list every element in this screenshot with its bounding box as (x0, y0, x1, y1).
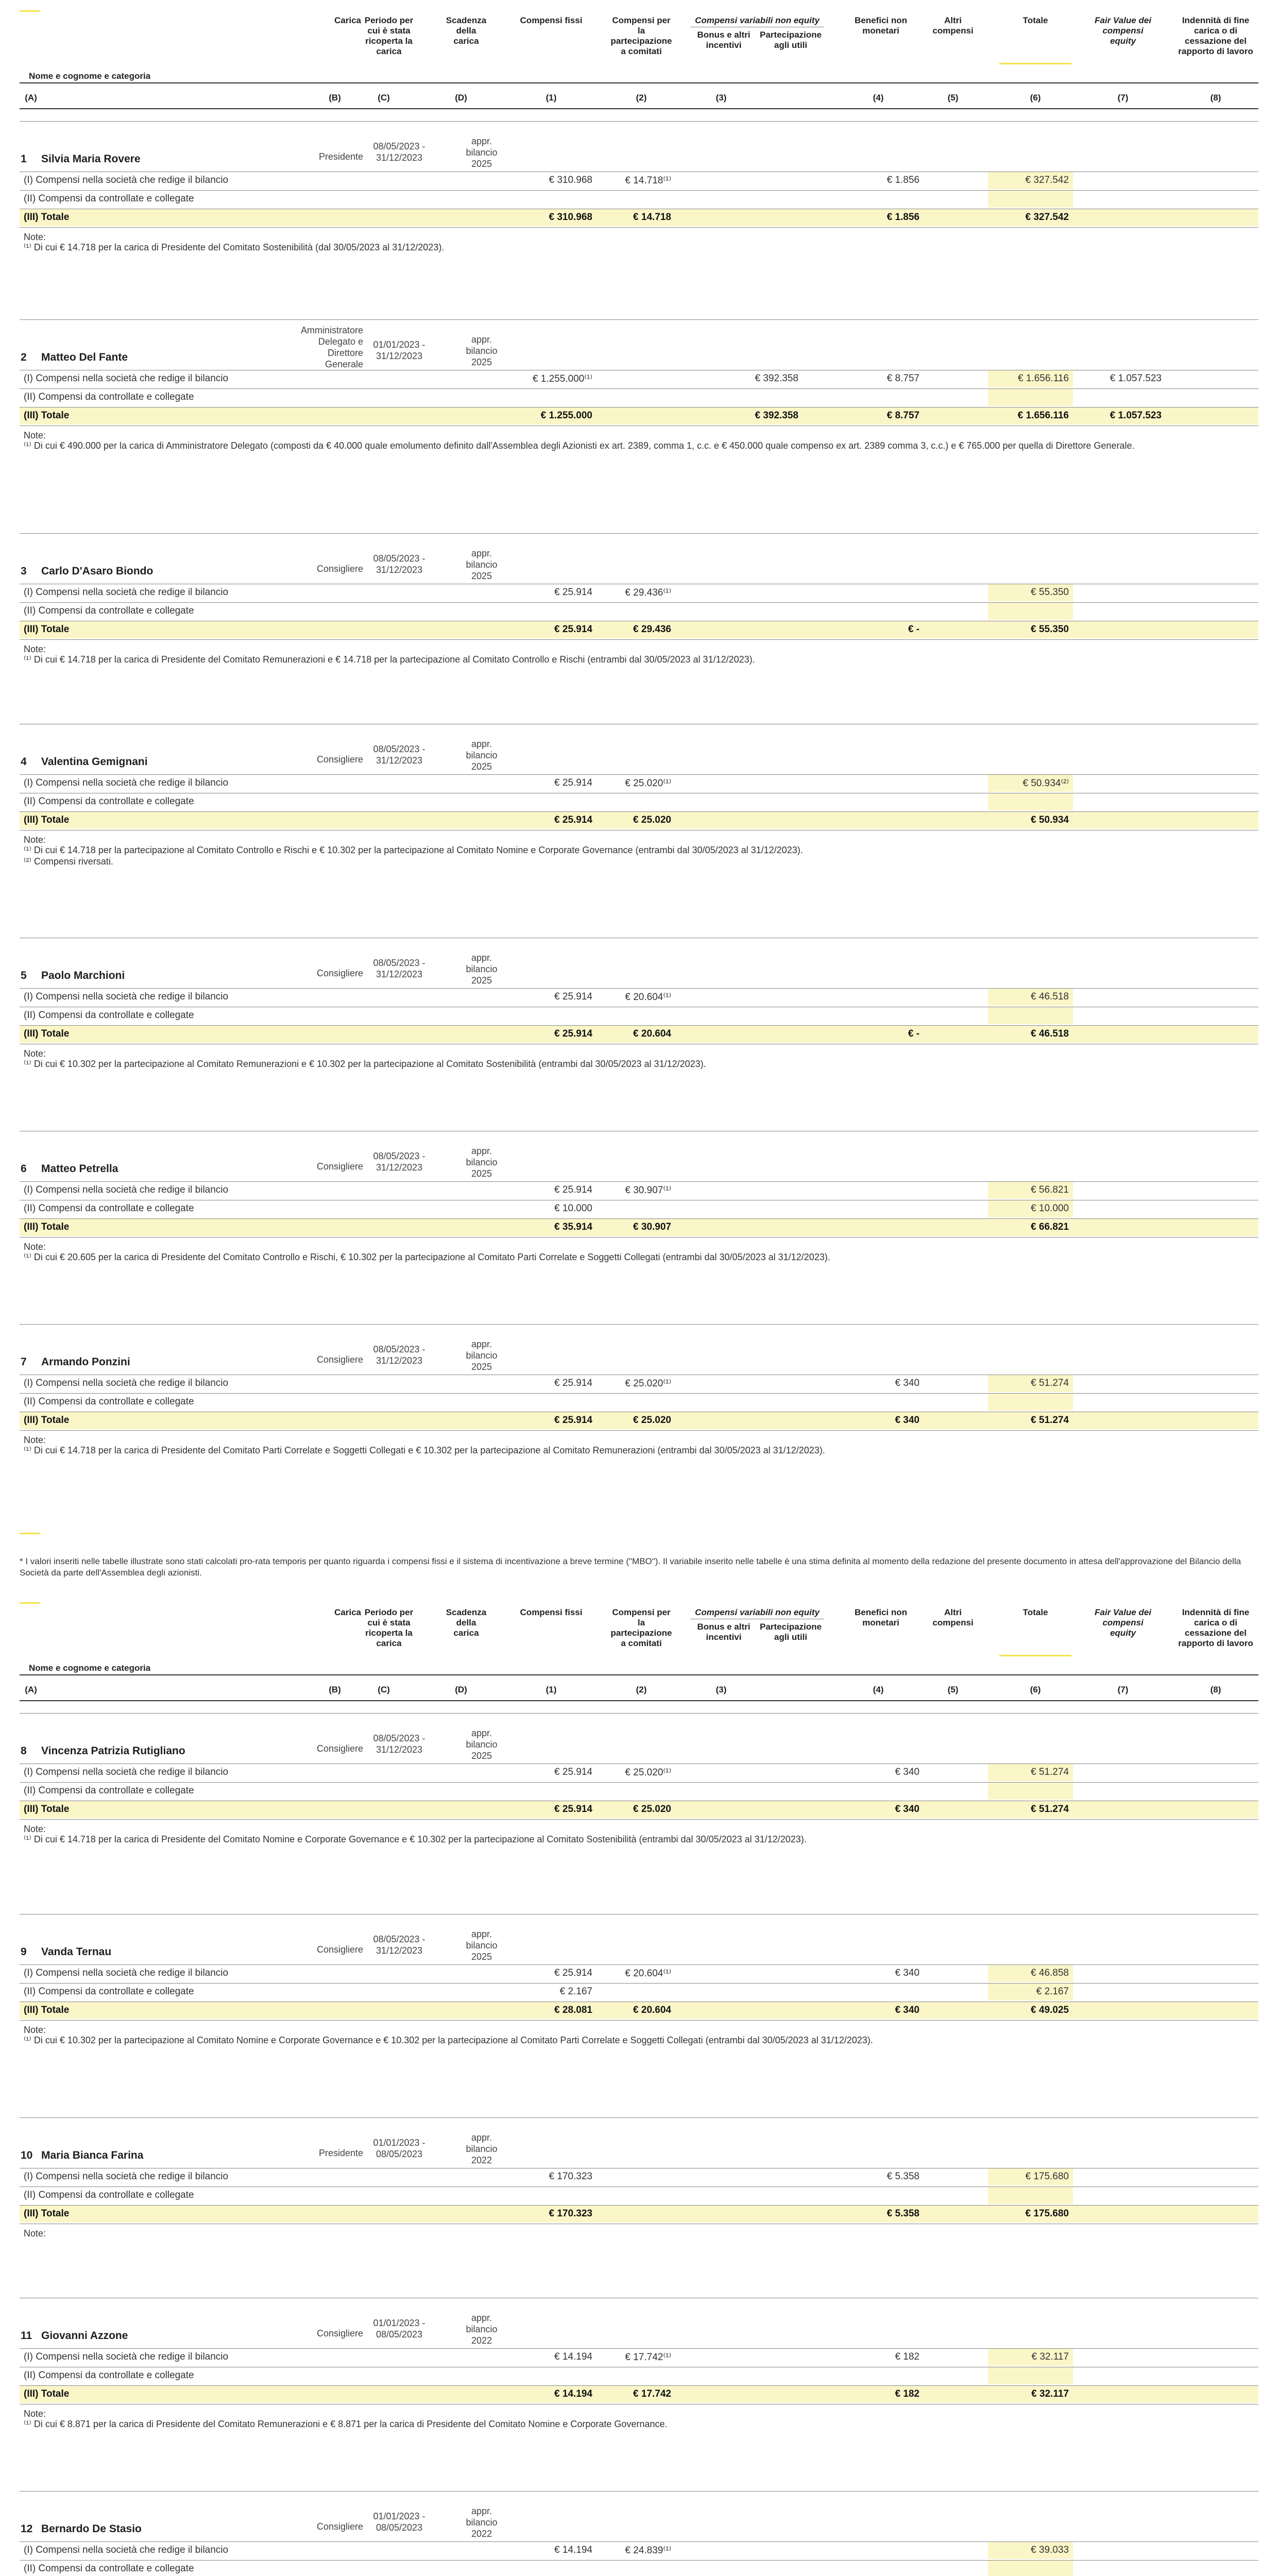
person-role: Consigliere (316, 1743, 363, 1754)
person-name: Silvia Maria Rovere (41, 153, 141, 165)
row-rule (20, 407, 1258, 408)
person-top-rule (20, 2491, 1258, 2492)
note-label: Note: (24, 835, 46, 845)
header-compensi_comitati: Compensi per la partecipazione a comitati (610, 1607, 672, 1648)
person-number: 2 (21, 351, 27, 363)
cell-iii-c1: € 25.914 (554, 1804, 592, 1815)
total-cell-bg (988, 389, 1073, 406)
person-name: Armando Ponzini (41, 1356, 130, 1368)
cell-iii-c2: € 30.907 (633, 1222, 671, 1232)
header-scadenza: Scadenza della carica (446, 15, 487, 46)
row-rule (20, 811, 1258, 812)
cell-i-c4: € 1.856 (887, 175, 919, 185)
note-text: ⁽¹⁾ Di cui € 14.718 per la carica di Presidente del Comitato Parti Correlate e Soggetti Collegati e € 10.302 per la partecipazione al Comitato Remunerazioni (entrambi dal 30/05/2023 al 31/12/2023). (24, 1445, 825, 1455)
header-fair_value: Fair Value dei compensi equity (1095, 1607, 1151, 1638)
cell-i-c2: € 29.436⁽¹⁾ (625, 587, 671, 598)
row-label-iii: (III) Totale (24, 1028, 70, 1039)
total-cell-bg (988, 1394, 1073, 1411)
header-partecipazione-utili: Partecipazione agli utili (760, 30, 822, 50)
cell-iii-c1: € 25.914 (554, 815, 592, 825)
note-label: Note: (24, 2025, 46, 2035)
cell-iii-c2: € 20.604 (633, 2005, 671, 2015)
cell-i-c1: € 25.914 (554, 587, 592, 598)
row-label-i: (I) Compensi nella società che redige il bilancio (24, 1968, 229, 1978)
total-cell-bg (988, 191, 1073, 208)
cell-i-c4: € 8.757 (887, 373, 919, 384)
total-cell-bg (988, 2187, 1073, 2204)
row-label-ii: (II) Compensi da controllate e collegate (24, 2370, 194, 2381)
cell-iii-c6: € 32.117 (1031, 2388, 1069, 2399)
note-text: ⁽²⁾ Compensi riversati. (24, 856, 113, 867)
header-periodo: Periodo per cui è stata ricoperta la carica (364, 15, 414, 56)
person-number: 3 (21, 565, 27, 577)
row-label-i: (I) Compensi nella società che redige il bilancio (24, 1378, 229, 1388)
note-label: Note: (24, 430, 46, 440)
cell-i-c1: € 14.194 (554, 2545, 592, 2555)
person-top-rule (20, 121, 1258, 122)
cell-iii-c6: € 55.350 (1031, 624, 1069, 635)
person-top-rule (20, 1713, 1258, 1714)
row-label-i: (I) Compensi nella società che redige il bilancio (24, 373, 229, 384)
row-label-ii: (II) Compensi da controllate e collegate (24, 392, 194, 402)
row-label-ii: (II) Compensi da controllate e collegate (24, 1986, 194, 1997)
person-top-rule (20, 533, 1258, 534)
cell-i-c4: € 340 (895, 1767, 919, 1777)
header-compensi_fissi: Compensi fissi (520, 15, 583, 25)
header-letter: (B) (329, 1685, 341, 1694)
row-label-i: (I) Compensi nella società che redige il bilancio (24, 1767, 229, 1777)
cell-iii-c2: € 14.718 (633, 212, 671, 223)
header-nome: Nome e cognome e categoria (29, 71, 151, 81)
person-number: 9 (21, 1946, 27, 1958)
row-rule-bottom (20, 1237, 1258, 1238)
header-letter: (8) (1210, 93, 1221, 103)
person-period: 01/01/2023 - 31/12/2023 (373, 340, 425, 361)
row-label-iii: (III) Totale (24, 212, 70, 223)
note-text: ⁽¹⁾ Di cui € 8.871 per la carica di Presidente del Comitato Remunerazioni e € 8.871 per la carica di Presidente del Comitato Nomine e Corporate Governance. (24, 2419, 668, 2429)
header-letter: (B) (329, 93, 341, 103)
row-label-iii: (III) Totale (24, 1804, 70, 1815)
cell-i-c6: € 50.934⁽²⁾ (1023, 778, 1069, 789)
footnote: * I valori inseriti nelle tabelle illustrate sono stati calcolati pro-rata temporis per quanto riguarda i compensi fissi e il sistema di incentivazione a breve termine ("MBO"). Il variabile inserito nelle tabelle è una stima definita al momento della redazione del presente documento in attesa dell'approvazione del Bilancio della Società da parte dell'Assemblea degli azionisti. (20, 1556, 1241, 1578)
cell-i-c6: € 1.656.116 (1018, 373, 1069, 384)
person-number: 6 (21, 1163, 27, 1175)
header-indennita: Indennità di fine carica o di cessazione del rapporto di lavoro (1178, 15, 1253, 56)
row-label-i: (I) Compensi nella società che redige il bilancio (24, 2171, 229, 2182)
note-label: Note: (24, 1242, 46, 1252)
cell-iii-c4: € - (908, 1028, 919, 1039)
cell-iii-c6: € 327.542 (1025, 212, 1069, 223)
cell-i-c1: € 25.914 (554, 1378, 592, 1388)
header-letter: (1) (546, 1685, 557, 1694)
header-letter: (6) (1030, 93, 1041, 103)
note-text: ⁽¹⁾ Di cui € 490.000 per la carica di Amministratore Delegato (composti da € 40.000 quale emolumento definito dall'Assemblea degli Azionisti ex art. 2389, comma 1, c.c. e € 450.000 quale compenso ex art. 2389 comma 3, c.c.) e € 765.000 per quella di Direttore Generale. (24, 440, 1135, 451)
row-label-iii: (III) Totale (24, 1222, 70, 1232)
cell-iii-c1: € 14.194 (554, 2388, 592, 2399)
cell-iii-c6: € 51.274 (1031, 1804, 1069, 1815)
cell-iii-c2: € 25.020 (633, 1415, 671, 1426)
note-label: Note: (24, 1048, 46, 1059)
person-role: Consigliere (316, 1161, 363, 1172)
cell-iii-c1: € 25.914 (554, 1415, 592, 1426)
person-expiry: appr. bilancio 2025 (466, 953, 498, 986)
header-letter: (3) (715, 1685, 727, 1694)
header-var-non-equity: Compensi variabili non equity (695, 15, 820, 25)
row-label-ii: (II) Compensi da controllate e collegate (24, 2563, 194, 2574)
person-name: Vincenza Patrizia Rutigliano (41, 1745, 185, 1757)
person-expiry: appr. bilancio 2022 (466, 2506, 498, 2539)
person-top-rule (20, 319, 1258, 320)
person-expiry: appr. bilancio 2025 (466, 548, 498, 581)
header-letter: (C) (378, 1685, 390, 1694)
person-name: Valentina Gemignani (41, 756, 148, 768)
person-period: 01/01/2023 - 08/05/2023 (373, 2138, 425, 2159)
cell-i-c7: € 1.057.523 (1110, 373, 1162, 384)
footnote-accent (20, 1533, 40, 1534)
row-label-ii: (II) Compensi da controllate e collegate (24, 1396, 194, 1407)
header-altri: Altri compensi (932, 1607, 974, 1628)
row-label-ii: (II) Compensi da controllate e collegate (24, 1203, 194, 1214)
header-carica: Carica (334, 1607, 361, 1617)
cell-iii-c2: € 25.020 (633, 1804, 671, 1815)
total-cell-bg (988, 1007, 1073, 1024)
header-accent-line (20, 1602, 40, 1604)
person-expiry: appr. bilancio 2022 (466, 2132, 498, 2165)
person-expiry: appr. bilancio 2025 (466, 1146, 498, 1179)
cell-i-c3: € 392.358 (755, 373, 798, 384)
row-rule (20, 1025, 1258, 1026)
header-indennita: Indennità di fine carica o di cessazione del rapporto di lavoro (1178, 1607, 1253, 1648)
cell-i-c6: € 56.821 (1031, 1184, 1069, 1195)
person-name: Vanda Ternau (41, 1946, 112, 1958)
header-rule-bottom (20, 1700, 1258, 1701)
header-letter: (5) (947, 1685, 959, 1694)
cell-i-c1: € 1.255.000⁽¹⁾ (532, 374, 592, 384)
cell-i-c2: € 24.839⁽¹⁾ (625, 2545, 671, 2556)
cell-ii-c6: € 2.167 (1036, 1986, 1069, 1997)
cell-i-c2: € 25.020⁽¹⁾ (625, 778, 671, 789)
row-label-iii: (III) Totale (24, 2208, 70, 2219)
row-label-i: (I) Compensi nella società che redige il bilancio (24, 587, 229, 598)
person-role: Amministratore Delegato e Direttore Generale (300, 325, 363, 369)
note-label: Note: (24, 232, 46, 242)
header-letter: (7) (1117, 1685, 1129, 1694)
header-total-accent (999, 1655, 1071, 1656)
cell-iii-c4: € 340 (895, 2005, 919, 2015)
cell-i-c1: € 25.914 (554, 777, 592, 788)
person-name: Paolo Marchioni (41, 970, 125, 981)
person-role: Consigliere (316, 2328, 363, 2338)
cell-iii-c4: € 340 (895, 1415, 919, 1426)
cell-iii-c7: € 1.057.523 (1110, 410, 1162, 421)
cell-iii-c6: € 175.680 (1025, 2208, 1069, 2219)
cell-i-c2: € 25.020⁽¹⁾ (625, 1378, 671, 1389)
header-letter: (4) (873, 93, 884, 103)
cell-iii-c6: € 50.934 (1031, 815, 1069, 825)
row-label-ii: (II) Compensi da controllate e collegate (24, 193, 194, 204)
person-period: 08/05/2023 - 31/12/2023 (373, 553, 425, 575)
person-number: 5 (21, 970, 27, 981)
row-label-i: (I) Compensi nella società che redige il bilancio (24, 1184, 229, 1195)
row-label-ii: (II) Compensi da controllate e collegate (24, 605, 194, 616)
cell-i-c1: € 14.194 (554, 2351, 592, 2362)
row-label-iii: (III) Totale (24, 410, 70, 421)
person-expiry: appr. bilancio 2025 (466, 334, 498, 367)
row-label-i: (I) Compensi nella società che redige il bilancio (24, 991, 229, 1002)
header-letter: (8) (1210, 1685, 1221, 1694)
header-fair_value: Fair Value dei compensi equity (1095, 15, 1151, 46)
cell-iii-c2: € 20.604 (633, 1028, 671, 1039)
header-letter: (A) (25, 93, 37, 103)
row-label-iii: (III) Totale (24, 1415, 70, 1426)
header-bonus: Bonus e altri incentivi (697, 30, 751, 50)
person-role: Presidente (318, 151, 363, 162)
note-text: ⁽¹⁾ Di cui € 20.605 per la carica di Presidente del Comitato Controllo e Rischi, € 10.302 per la partecipazione al Comitato Parti Correlate e Soggetti Collegati (entrambi dal 30/05/2023 al 31/12/2023). (24, 1252, 830, 1262)
cell-iii-c6: € 46.518 (1031, 1028, 1069, 1039)
row-rule (20, 2385, 1258, 2386)
header-letter: (3) (715, 93, 727, 103)
header-letter: (7) (1117, 93, 1129, 103)
cell-iii-c4: € 8.757 (887, 410, 919, 421)
cell-iii-c1: € 310.968 (549, 212, 592, 223)
cell-i-c1: € 25.914 (554, 1968, 592, 1978)
cell-iii-c6: € 1.656.116 (1017, 410, 1069, 421)
header-letter: (D) (455, 93, 467, 103)
header-altri: Altri compensi (932, 15, 974, 36)
cell-i-c1: € 310.968 (549, 175, 592, 185)
cell-iii-c4: € 340 (895, 1804, 919, 1815)
header-carica: Carica (334, 15, 361, 25)
cell-iii-c2: € 17.742 (633, 2388, 671, 2399)
person-expiry: appr. bilancio 2025 (466, 136, 498, 169)
person-expiry: appr. bilancio 2025 (466, 739, 498, 772)
cell-i-c4: € 340 (895, 1968, 919, 1978)
cell-i-c6: € 46.518 (1031, 991, 1069, 1002)
cell-i-c2: € 17.742⁽¹⁾ (625, 2352, 671, 2363)
person-period: 08/05/2023 - 31/12/2023 (373, 1151, 425, 1173)
cell-i-c6: € 39.033 (1031, 2545, 1069, 2555)
header-rule (20, 1674, 1258, 1675)
note-text: ⁽¹⁾ Di cui € 10.302 per la partecipazione al Comitato Remunerazioni e € 10.302 per la partecipazione al Comitato Sostenibilità (entrambi dal 30/05/2023 al 31/12/2023). (24, 1059, 706, 1069)
person-role: Presidente (318, 2148, 363, 2158)
row-label-iii: (III) Totale (24, 815, 70, 825)
person-role: Consigliere (316, 1944, 363, 1955)
total-cell-bg (988, 793, 1073, 810)
note-text: ⁽¹⁾ Di cui € 14.718 per la carica di Presidente del Comitato Remunerazioni e € 14.718 per la partecipazione al Comitato Controllo e Rischi (entrambi dal 30/05/2023 al 31/12/2023). (24, 654, 755, 665)
person-role: Consigliere (316, 564, 363, 574)
person-period: 08/05/2023 - 31/12/2023 (373, 1733, 425, 1755)
cell-i-c1: € 25.914 (554, 991, 592, 1002)
row-rule-bottom (20, 227, 1258, 228)
person-period: 08/05/2023 - 31/12/2023 (373, 1934, 425, 1956)
total-cell-bg (988, 2367, 1073, 2384)
cell-iii-c1: € 25.914 (554, 624, 592, 635)
cell-iii-c6: € 66.821 (1031, 1222, 1069, 1232)
note-label: Note: (24, 644, 46, 654)
row-label-i: (I) Compensi nella società che redige il bilancio (24, 777, 229, 788)
cell-i-c1: € 25.914 (554, 1184, 592, 1195)
note-text: ⁽¹⁾ Di cui € 14.718 per la carica di Presidente del Comitato Sostenibilità (dal 30/05/2023 al 31/12/2023). (24, 242, 445, 252)
cell-i-c1: € 25.914 (554, 1767, 592, 1777)
row-label-ii: (II) Compensi da controllate e collegate (24, 2190, 194, 2200)
header-letter: (D) (455, 1685, 467, 1694)
cell-i-c2: € 20.604⁽¹⁾ (625, 992, 671, 1003)
person-period: 08/05/2023 - 31/12/2023 (373, 1344, 425, 1366)
cell-ii-c1: € 10.000 (554, 1203, 592, 1214)
cell-i-c6: € 55.350 (1031, 587, 1069, 598)
cell-iii-c4: € - (908, 624, 919, 635)
header-benefici: Benefici non monetari (854, 15, 907, 36)
cell-iii-c1: € 25.914 (554, 1028, 592, 1039)
person-expiry: appr. bilancio 2025 (466, 1929, 498, 1962)
header-compensi_fissi: Compensi fissi (520, 1607, 583, 1617)
cell-iii-c1: € 170.323 (549, 2208, 592, 2219)
cell-iii-c2: € 29.436 (633, 624, 671, 635)
header-benefici: Benefici non monetari (854, 1607, 907, 1628)
row-rule (20, 1218, 1258, 1219)
header-letter: (5) (947, 93, 959, 103)
total-cell-bg (988, 603, 1073, 620)
person-role: Consigliere (316, 754, 363, 765)
person-number: 12 (21, 2523, 33, 2535)
header-accent-line (20, 10, 40, 12)
header-rule-bottom (20, 108, 1258, 109)
cell-i-c6: € 32.117 (1031, 2351, 1069, 2362)
note-text: ⁽¹⁾ Di cui € 10.302 per la partecipazione al Comitato Nomine e Corporate Governance e € 10.302 per la partecipazione al Comitato Parti Correlate e Soggetti Collegati (entrambi dal 30/05/2023 al 31/12/2023). (24, 2035, 873, 2045)
person-name: Carlo D'Asaro Biondo (41, 565, 154, 577)
row-rule-bottom (20, 1430, 1258, 1431)
cell-i-c6: € 46.858 (1031, 1968, 1069, 1978)
note-text: ⁽¹⁾ Di cui € 14.718 per la partecipazione al Comitato Controllo e Rischi e € 10.302 per la partecipazione al Comitato Nomine e Corporate Governance (entrambi dal 30/05/2023 al 31/12/2023). (24, 845, 803, 855)
row-label-i: (I) Compensi nella società che redige il bilancio (24, 175, 229, 185)
cell-iii-c1: € 1.255.000 (540, 410, 592, 421)
cell-i-c4: € 5.358 (887, 2171, 919, 2182)
header-periodo: Periodo per cui è stata ricoperta la carica (364, 1607, 414, 1648)
person-name: Bernardo De Stasio (41, 2523, 142, 2535)
cell-iii-c4: € 1.856 (887, 212, 919, 223)
header-letter: (C) (378, 93, 390, 103)
note-label: Note: (24, 1824, 46, 1834)
person-period: 08/05/2023 - 31/12/2023 (373, 744, 425, 766)
header-scadenza: Scadenza della carica (446, 1607, 487, 1638)
header-partecipazione-utili: Partecipazione agli utili (760, 1622, 822, 1642)
cell-i-c2: € 30.907⁽¹⁾ (625, 1185, 671, 1196)
cell-i-c4: € 340 (895, 1378, 919, 1388)
person-expiry: appr. bilancio 2025 (466, 1339, 498, 1372)
person-number: 8 (21, 1745, 27, 1757)
cell-i-c4: € 182 (895, 2351, 919, 2362)
header-var-non-equity: Compensi variabili non equity (695, 1607, 820, 1617)
cell-i-c6: € 175.680 (1025, 2171, 1069, 2182)
row-label-i: (I) Compensi nella società che redige il bilancio (24, 2351, 229, 2362)
person-period: 08/05/2023 - 31/12/2023 (373, 141, 425, 163)
total-cell-bg (988, 2561, 1073, 2576)
person-period: 01/01/2023 - 08/05/2023 (373, 2318, 425, 2340)
cell-ii-c1: € 2.167 (559, 1986, 592, 1997)
header-nome: Nome e cognome e categoria (29, 1663, 151, 1673)
header-totale: Totale (1023, 1607, 1048, 1617)
header-rule (20, 82, 1258, 83)
header-letter: (2) (636, 93, 647, 103)
row-label-ii: (II) Compensi da controllate e collegate (24, 796, 194, 807)
cell-i-c6: € 51.274 (1031, 1767, 1069, 1777)
cell-i-c2: € 20.604⁽¹⁾ (625, 1968, 671, 1979)
header-letter: (A) (25, 1685, 37, 1694)
person-number: 4 (21, 756, 27, 768)
cell-i-c6: € 51.274 (1031, 1378, 1069, 1388)
cell-iii-c3: € 392.358 (755, 410, 798, 421)
note-label: Note: (24, 1435, 46, 1445)
row-rule-bottom (20, 830, 1258, 831)
person-period: 01/01/2023 - 08/05/2023 (373, 2511, 425, 2533)
header-totale: Totale (1023, 15, 1048, 25)
row-label-iii: (III) Totale (24, 2005, 70, 2015)
cell-iii-c4: € 182 (895, 2388, 919, 2399)
person-number: 11 (21, 2330, 32, 2342)
row-label-iii: (III) Totale (24, 624, 70, 635)
person-top-rule (20, 2117, 1258, 2118)
note-label: Note: (24, 2228, 46, 2239)
row-label-ii: (II) Compensi da controllate e collegate (24, 1785, 194, 1796)
row-rule (20, 2205, 1258, 2206)
header-letter: (4) (873, 1685, 884, 1694)
cell-iii-c6: € 51.274 (1031, 1415, 1069, 1426)
person-expiry: appr. bilancio 2022 (466, 2313, 498, 2346)
row-label-ii: (II) Compensi da controllate e collegate (24, 1010, 194, 1021)
cell-ii-c6: € 10.000 (1031, 1203, 1069, 1214)
header-bonus: Bonus e altri incentivi (697, 1622, 751, 1642)
total-cell-bg (988, 1783, 1073, 1800)
total-row-bg (20, 2205, 1258, 2223)
cell-iii-c2: € 25.020 (633, 815, 671, 825)
row-rule-bottom (20, 639, 1258, 640)
header-letter: (1) (546, 93, 557, 103)
cell-i-c2: € 25.020⁽¹⁾ (625, 1767, 671, 1778)
row-rule-bottom (20, 2020, 1258, 2021)
person-expiry: appr. bilancio 2025 (466, 1728, 498, 1761)
cell-iii-c6: € 49.025 (1031, 2005, 1069, 2015)
header-letter: (6) (1030, 1685, 1041, 1694)
note-text: ⁽¹⁾ Di cui € 14.718 per la carica di Presidente del Comitato Nomine e Corporate Governance e € 10.302 per la partecipazione al Comitato Sostenibilità (entrambi dal 30/05/2023 al 31/12/2023). (24, 1834, 807, 1844)
person-number: 10 (21, 2149, 33, 2161)
person-name: Matteo Del Fante (41, 351, 128, 363)
cell-i-c1: € 170.323 (549, 2171, 592, 2182)
cell-iii-c1: € 28.081 (554, 2005, 592, 2015)
person-top-rule (20, 1324, 1258, 1325)
row-label-i: (I) Compensi nella società che redige il bilancio (24, 2545, 229, 2555)
person-name: Maria Bianca Farina (41, 2149, 144, 2161)
cell-i-c2: € 14.718⁽¹⁾ (625, 175, 671, 186)
cell-iii-c4: € 5.358 (887, 2208, 919, 2219)
person-name: Giovanni Azzone (41, 2330, 128, 2342)
person-role: Consigliere (316, 2521, 363, 2532)
person-name: Matteo Petrella (41, 1163, 118, 1175)
person-period: 08/05/2023 - 31/12/2023 (373, 958, 425, 979)
row-label-iii: (III) Totale (24, 2388, 70, 2399)
person-role: Consigliere (316, 1354, 363, 1365)
header-compensi_comitati: Compensi per la partecipazione a comitati (610, 15, 672, 56)
cell-i-c6: € 327.542 (1025, 175, 1069, 185)
person-number: 1 (21, 153, 27, 165)
header-total-accent (999, 63, 1071, 64)
row-rule-bottom (20, 1819, 1258, 1820)
note-label: Note: (24, 2409, 46, 2419)
person-number: 7 (21, 1356, 27, 1368)
person-role: Consigliere (316, 968, 363, 978)
header-letter: (2) (636, 1685, 647, 1694)
cell-iii-c1: € 35.914 (554, 1222, 592, 1232)
